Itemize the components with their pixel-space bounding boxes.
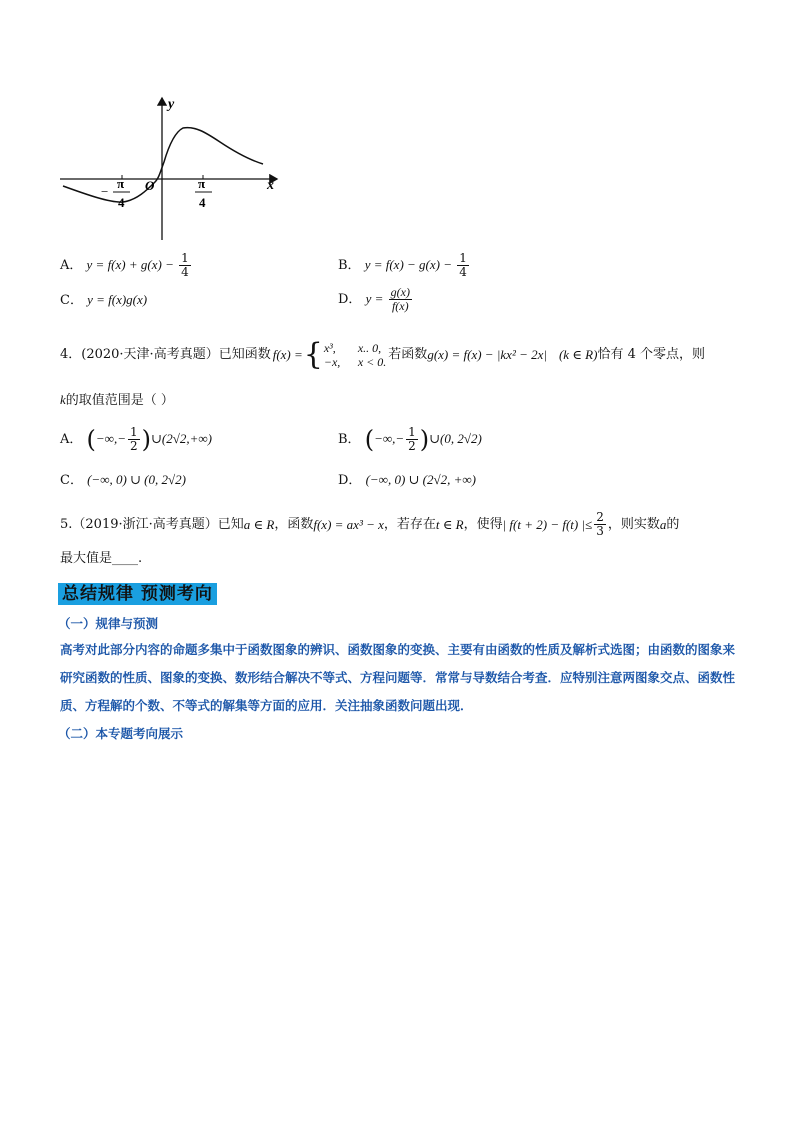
function-curve: [63, 128, 263, 202]
q4-stem: 4．(2020·天津·高考真题）已知函数 f(x) = { x³, x.. 0, −x, x < 0. 若函数 g(x) = f(x) − |kx² − 2x| (k ∈ R) 恰有 4 个零点，则: [60, 337, 705, 372]
q5-line2: 最大值是____.: [60, 551, 143, 566]
q5-stem: 5.（2019·浙江·高考真题）已知 a ∈ R ，函数 f(x) = ax³ − x ，若存在 t ∈ R ，使得 | f(t + 2) − f(t) |≤ $\frac{2}{3}$ ，则实数 a 的: [60, 510, 680, 538]
piecewise-cases: x³, x.. 0, −x, x < 0.: [323, 341, 387, 369]
tick-pos-den: 4: [199, 195, 206, 210]
subsection-2-heading: （二）本专题考向展示: [58, 726, 184, 741]
q4-line2: k的取值范围是（ ）: [60, 392, 174, 408]
q3-option-c[interactable]: C． y = f(x)g(x): [60, 292, 148, 308]
q3-option-d[interactable]: D． y = $\frac{g(x)}{f(x)}$: [338, 285, 410, 313]
x-axis-label: x: [267, 178, 274, 193]
origin-label: O: [145, 178, 155, 193]
tick-neg-num: π: [117, 176, 125, 191]
tick-neg-sign: −: [101, 184, 109, 199]
q4-option-d[interactable]: D． (−∞, 0) ∪ (2√2, +∞): [338, 472, 477, 488]
tick-neg-den: 4: [118, 195, 125, 210]
section-banner: 总结规律 预测考向: [58, 583, 217, 605]
q4-option-a[interactable]: A． (−∞,− $\frac{1}{2}$ )∪(2√2,+∞): [60, 425, 212, 454]
q3-option-b[interactable]: B． y = f(x) − g(x) − $\frac{1}{4}$: [338, 251, 467, 279]
function-graph: [55, 90, 295, 245]
q4-option-c[interactable]: C． (−∞, 0) ∪ (0, 2√2): [60, 472, 186, 488]
subsection-1-heading: （一）规律与预测: [58, 616, 159, 631]
q3-option-a[interactable]: A． y = f(x) + g(x) − $\frac{1}{4}$: [60, 251, 189, 279]
y-axis-label: y: [168, 97, 175, 112]
section-paragraph: 高考对此部分内容的命题多集中于函数图象的辨识、函数图象的变换、主要有由函数的性质及解析式选图；由函数的图象来研究函数的性质、图象的变换、数形结合解决不等式、方程问题等．常常与导数结合考查．应特别注意两图象交点、函数性质、方程解的个数、不等式的解集等方面的应用．关注抽象函数问题出现．: [60, 642, 736, 713]
q4-option-b[interactable]: B． (−∞,− $\frac{1}{2}$ )∪(0, 2√2): [338, 425, 482, 454]
tick-pos-num: π: [198, 176, 206, 191]
